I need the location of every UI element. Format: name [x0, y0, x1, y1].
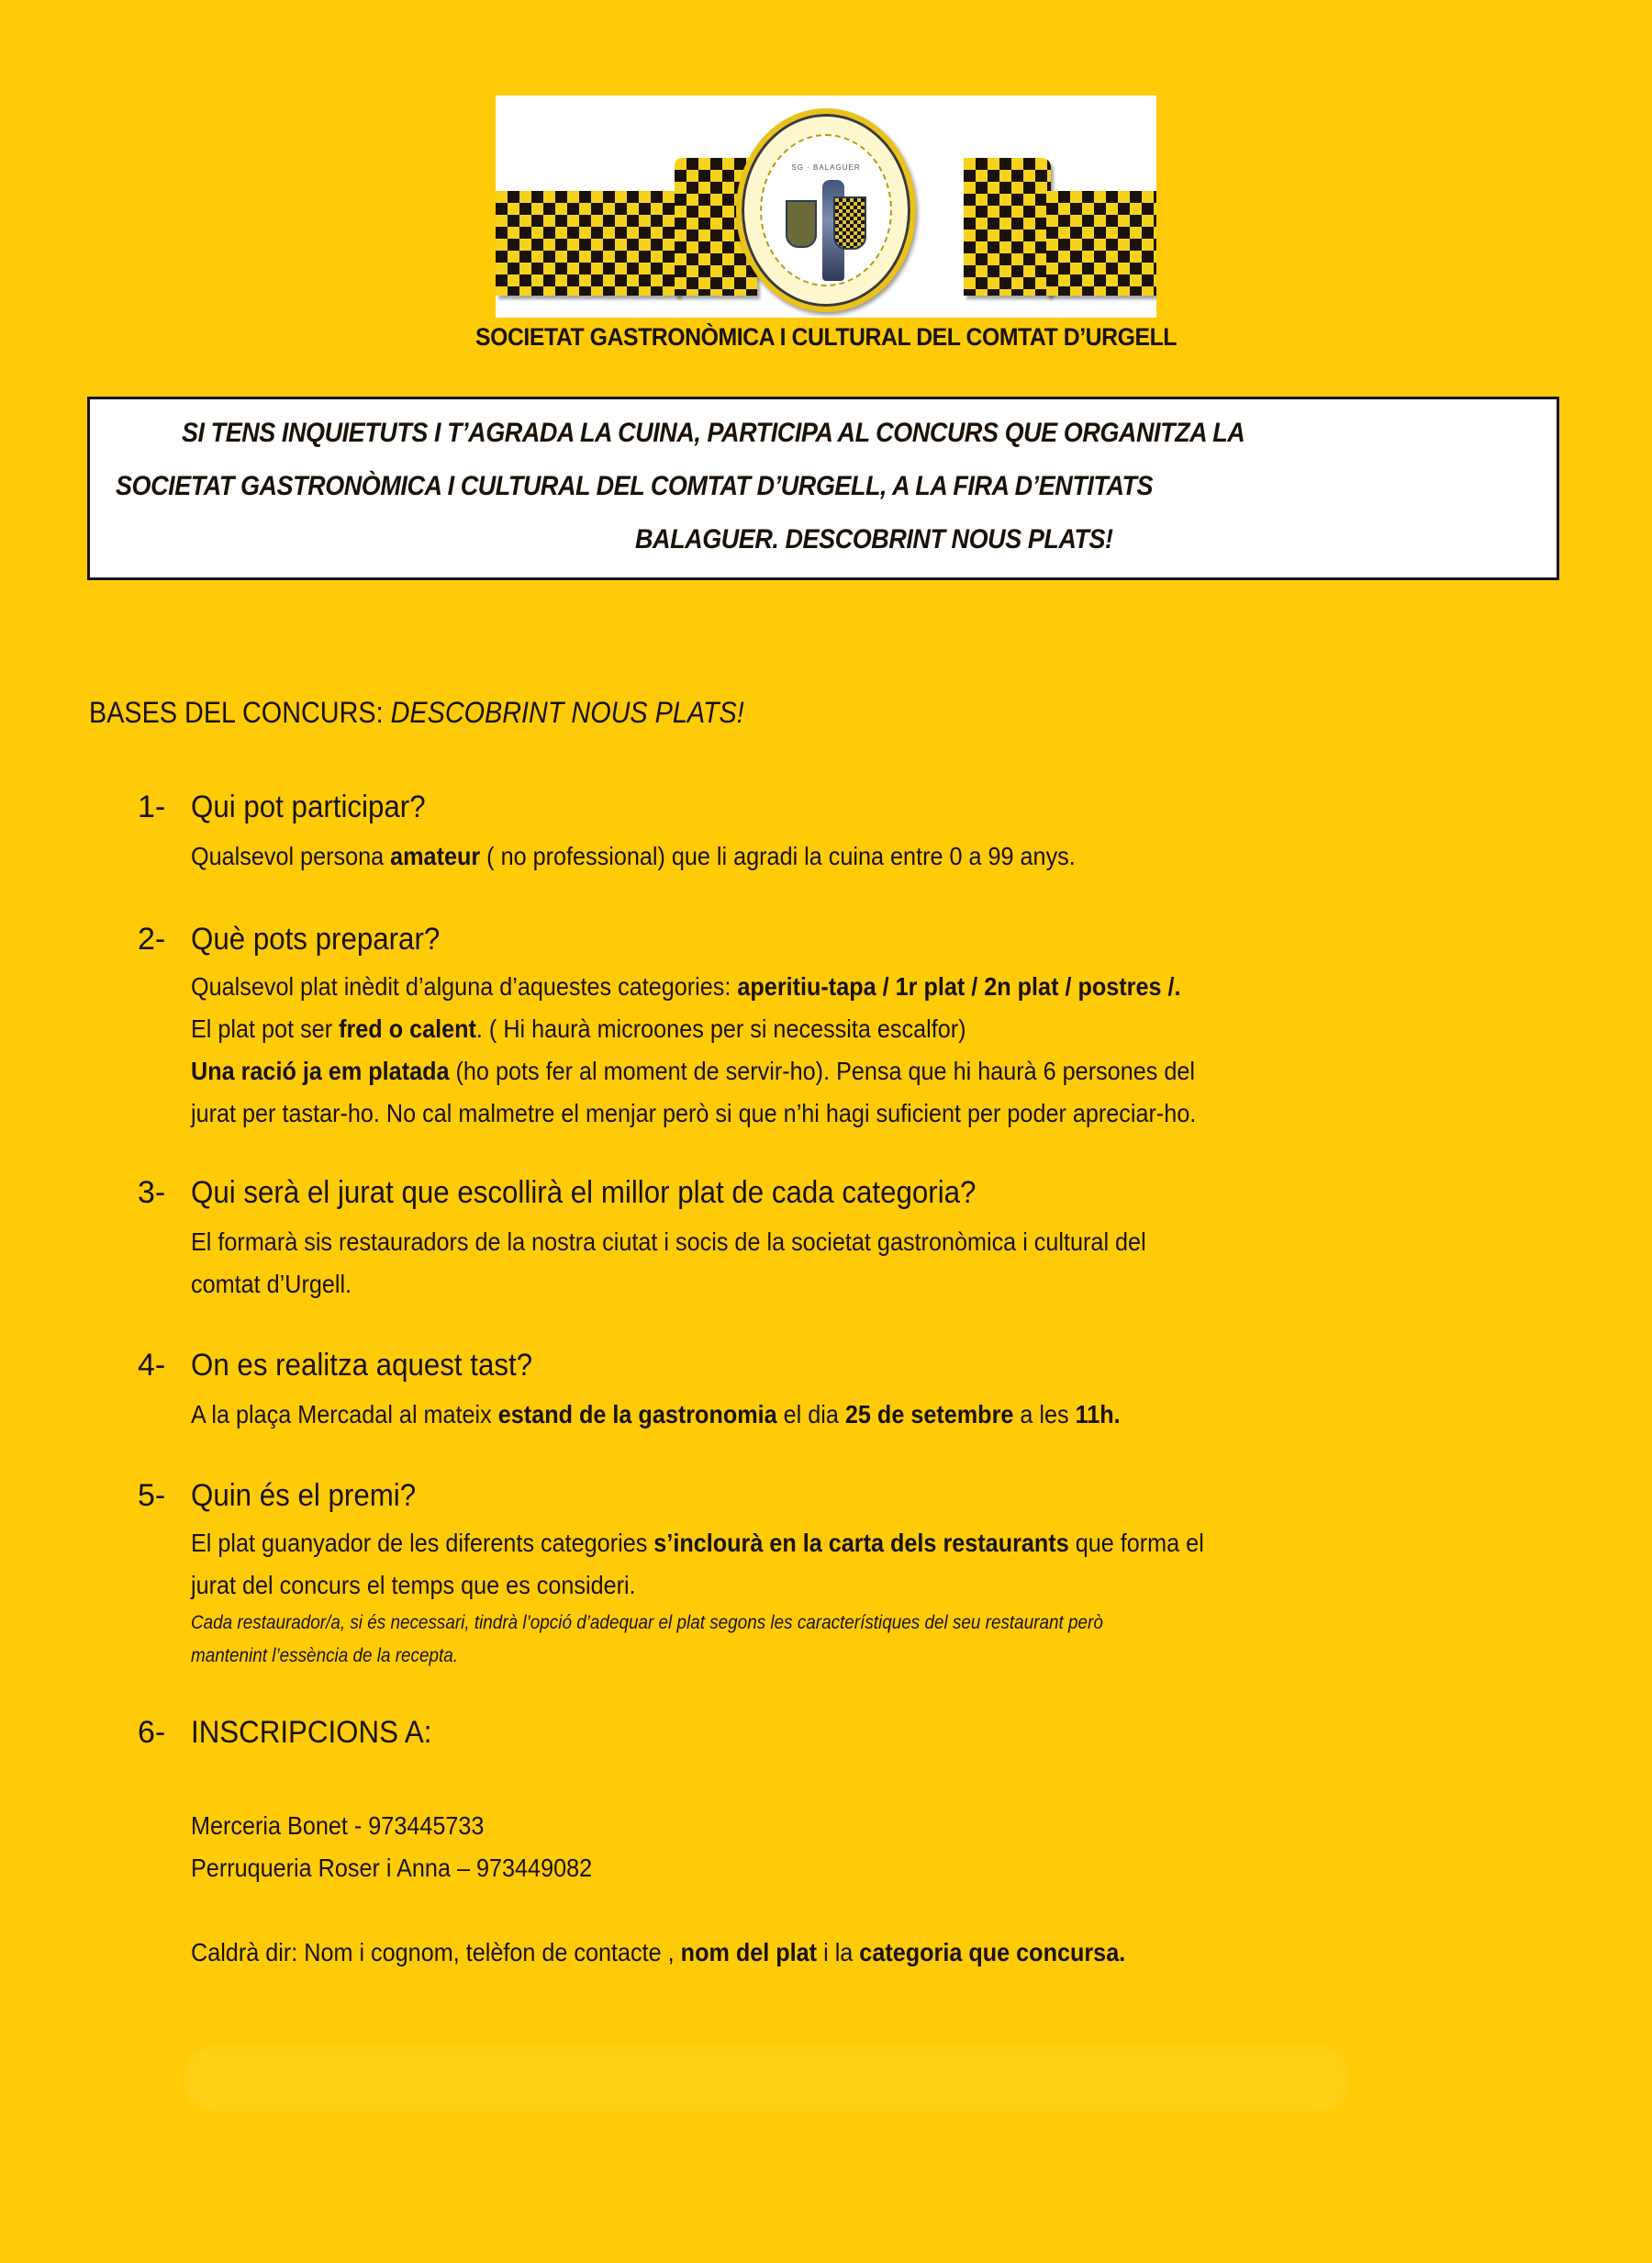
item-question: Quin és el premi?: [191, 1478, 417, 1513]
item-question: Qui pot participar?: [191, 790, 426, 824]
item-number: 5-: [138, 1478, 166, 1513]
body-line: Qualsevol persona amateur ( no professional) que li agradi la cuina entre 0 a 99 anys.: [191, 842, 1076, 870]
note-line: Cada restaurador/a, si és necessari, tindrà l’opció d’adequar el plat segons les característiques del seu restaurant però: [191, 1612, 1103, 1633]
item-body: [191, 835, 1076, 878]
contacts-list: [191, 1805, 592, 1889]
intro-line-3: BALAGUER. DESCOBRINT NOUS PLATS!: [635, 524, 1113, 555]
contact-phone: 973445733: [368, 1811, 485, 1840]
contact-item: Merceria Bonet - 973445733: [191, 1811, 485, 1840]
item-question: INSCRIPCIONS A:: [191, 1715, 432, 1750]
note-line: mantenint l’essència de la recepta.: [191, 1645, 459, 1666]
shield-left-icon: [786, 200, 817, 248]
society-name: SOCIETAT GASTRONÒMICA I CULTURAL DEL COMTAT D’URGELL: [474, 323, 1178, 351]
item-number: 3-: [138, 1175, 166, 1210]
item-body: [191, 966, 1196, 1135]
body-line: A la plaça Mercadal al mateix estand de la gastronomia el dia 25 de setembre a les 11h.: [191, 1400, 1121, 1428]
seal-inner: [760, 134, 892, 286]
checkered-band-right-inner: [964, 158, 1051, 296]
item-number: 4-: [138, 1348, 166, 1383]
item-number: 6-: [138, 1715, 166, 1750]
item-body: [191, 1522, 1204, 1673]
item-number: 2-: [138, 922, 166, 957]
body-line: El plat guanyador de les diferents categories s’inclourà en la carta dels restaurants que forma el: [191, 1529, 1204, 1557]
contact-name: Perruqueria Roser i Anna: [191, 1854, 451, 1882]
contact-phone: 973449082: [475, 1854, 593, 1882]
checkered-shield-icon: [833, 196, 866, 250]
item-body: [191, 1221, 1146, 1305]
item-body: [191, 1394, 1121, 1436]
body-line: comtat d’Urgell.: [191, 1270, 352, 1298]
item-question: Qui serà el jurat que escollirà el millor plat de cada categoria?: [191, 1175, 977, 1210]
seal-icon: [736, 108, 916, 312]
body-line: El formarà sis restauradors de la nostra ciutat i socis de la societat gastronòmica i cultural del: [191, 1227, 1146, 1256]
item-question: On es realitza aquest tast?: [191, 1348, 533, 1383]
requirements-line: Caldrà dir: Nom i cognom, telèfon de contacte , nom del plat i la categoria que concursa.: [191, 1938, 1126, 1966]
intro-box: [87, 397, 1559, 580]
item-number: 1-: [138, 790, 166, 824]
checkered-band-right: [1046, 191, 1156, 296]
item-question: Què pots preparar?: [191, 922, 441, 957]
bases-title-italic: DESCOBRINT NOUS PLATS!: [390, 696, 744, 729]
body-line: Qualsevol plat inèdit d’alguna d’aquestes categories: aperitiu-tapa / 1r plat / 2n plat / postres /.: [191, 972, 1181, 1001]
contact-name: Merceria Bonet: [191, 1811, 348, 1840]
body-line: Una ració ja em platada (ho pots fer al moment de servir-ho). Pensa que hi haurà 6 persones del: [191, 1057, 1195, 1085]
checkered-band-left: [496, 191, 679, 296]
body-line: jurat del concurs el temps que es consideri.: [191, 1571, 636, 1599]
body-line: El plat pot ser fred o calent. ( Hi haurà microones per si necessita escalfor): [191, 1014, 966, 1043]
intro-line-1: SI TENS INQUIETUTS I T’AGRADA LA CUINA, PARTICIPA AL CONCURS QUE ORGANITZA LA: [182, 418, 1245, 448]
body-line: jurat per tastar-ho. No cal malmetre el menjar però si que n’hi hagi suficient per poder apreciar-ho.: [191, 1099, 1197, 1127]
contact-item: Perruqueria Roser i Anna – 973449082: [191, 1854, 593, 1882]
bases-title: [89, 696, 744, 730]
intro-line-2: SOCIETAT GASTRONÒMICA I CULTURAL DEL COMTAT D’URGELL, A LA FIRA D’ENTITATS: [116, 471, 1154, 501]
society-logo: [496, 95, 1156, 318]
bases-title-label: BASES DEL CONCURS:: [89, 696, 384, 729]
faint-shadow-artifact: [184, 2047, 1349, 2112]
seal-text: SG · BALAGUER: [791, 163, 861, 172]
